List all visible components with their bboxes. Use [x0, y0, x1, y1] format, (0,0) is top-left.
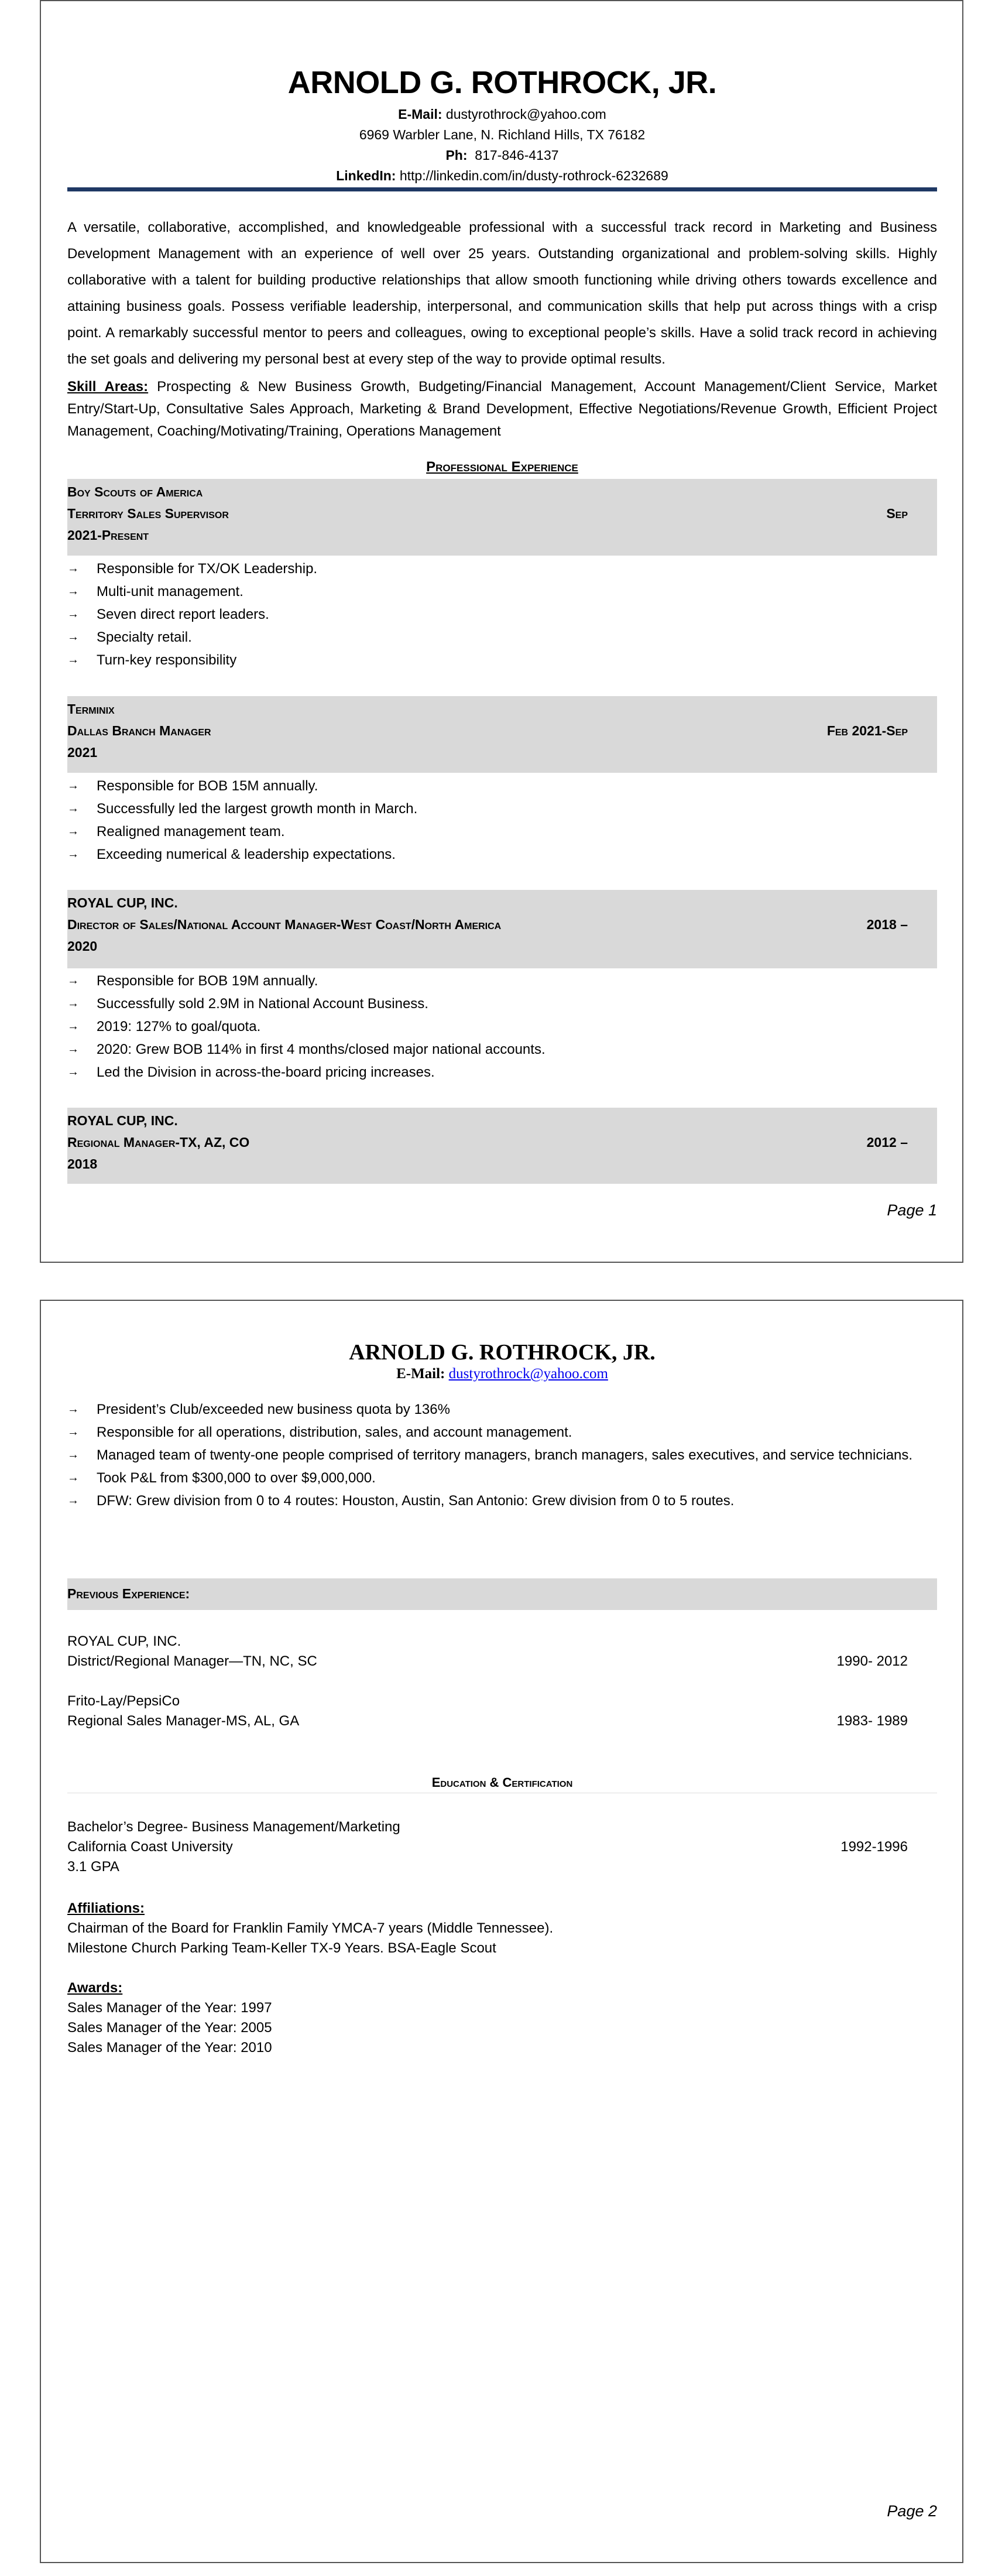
- arrow-bullet-icon: →: [67, 1066, 79, 1078]
- professional-experience-heading: Professional Experience: [426, 459, 578, 475]
- job-date: 2018 –: [866, 917, 908, 932]
- candidate-name: ARNOLD G. ROTHROCK, JR.: [349, 1340, 656, 1365]
- arrow-bullet-icon: →: [67, 1471, 79, 1484]
- job-title: Territory Sales Supervisor: [67, 506, 229, 521]
- arrow-bullet-icon: →: [67, 608, 79, 621]
- bullet-text: Specialty retail.: [97, 629, 192, 645]
- previous-experience-header: [67, 1578, 937, 1610]
- list-item: [67, 992, 937, 1015]
- award-item: Sales Manager of the Year: 2005: [67, 2020, 272, 2036]
- previous-title: District/Regional Manager—TN, NC, SC: [67, 1653, 317, 1669]
- skills-text: Prospecting & New Business Growth, Budgeting/Financial Management, Account Management/Client Service, Market Entry/Start-Up, Consultative Sales Approach, Marketing & Brand Development, Effective Negotiations/Revenue Growth, Efficient Project Management, Coaching/Motivating/Training, Operations Management: [67, 379, 937, 439]
- header-divider: [67, 187, 937, 191]
- bullet-text: Exceeding numerical & leadership expectations.: [97, 847, 396, 862]
- bullet-text: Multi-unit management.: [97, 584, 243, 600]
- previous-title-row: [67, 1652, 937, 1671]
- bullet-text: Responsible for BOB 19M annually.: [97, 973, 318, 989]
- arrow-bullet-icon: →: [67, 585, 79, 598]
- section-heading-wrap: [67, 459, 937, 475]
- school: California Coast University: [67, 1839, 233, 1855]
- job-date-continued: 2018: [67, 1156, 98, 1171]
- page-number: Page 2: [887, 2502, 937, 2520]
- job-company: ROYAL CUP, INC.: [67, 1113, 178, 1128]
- job-date-continued: 2021-Present: [67, 527, 149, 543]
- list-item: [67, 626, 937, 649]
- arrow-bullet-icon: →: [67, 562, 79, 575]
- arrow-bullet-icon: →: [67, 631, 79, 643]
- arrow-bullet-icon: →: [67, 1448, 79, 1461]
- job-header: [67, 696, 937, 773]
- job-bullets: [67, 775, 937, 866]
- list-item: [67, 970, 937, 992]
- job-header: [67, 890, 937, 968]
- awards-heading: Awards:: [67, 1980, 123, 1996]
- previous-title-row: [67, 1711, 937, 1731]
- job-date: 2012 –: [866, 1135, 908, 1150]
- phone-value: 817-846-4137: [475, 148, 559, 163]
- phone-line: [67, 145, 937, 166]
- resume-page-1: [40, 0, 963, 1263]
- previous-date: 1983- 1989: [836, 1713, 908, 1729]
- address-line: 6969 Warbler Lane, N. Richland Hills, TX 76182: [359, 127, 646, 142]
- email-label: E-Mail:: [396, 1366, 445, 1382]
- list-item: [67, 820, 937, 843]
- job-title-row: [67, 1132, 937, 1153]
- bullet-text: Realigned management team.: [97, 824, 285, 840]
- list-item: [67, 1061, 937, 1084]
- arrow-bullet-icon: →: [67, 653, 79, 666]
- page-number: Page 1: [887, 1201, 937, 1219]
- affiliation-item: Milestone Church Parking Team-Keller TX-9 Years. BSA-Eagle Scout: [67, 1940, 496, 1956]
- job-bullets: [67, 970, 937, 1084]
- bullet-text: Led the Division in across-the-board pricing increases.: [97, 1064, 435, 1080]
- linkedin-value[interactable]: http://linkedin.com/in/dusty-rothrock-6232689: [399, 168, 668, 183]
- bullet-text: DFW: Grew division from 0 to 4 routes: Houston, Austin, San Antonio: Grew division from 0 to 5 routes.: [97, 1493, 735, 1509]
- previous-jobs: [67, 1632, 937, 1731]
- arrow-bullet-icon: →: [67, 848, 79, 861]
- awards-block: [67, 1978, 937, 2058]
- affiliations-heading: Affiliations:: [67, 1900, 145, 1916]
- list-item: [67, 1444, 937, 1467]
- linkedin-line: [67, 166, 937, 186]
- bullet-text: Responsible for BOB 15M annually.: [97, 778, 318, 794]
- bullet-text: Successfully sold 2.9M in National Account Business.: [97, 996, 428, 1012]
- job-company: Boy Scouts of America: [67, 484, 203, 499]
- job-company: Terminix: [67, 701, 115, 717]
- education-heading: Education & Certification: [431, 1775, 573, 1790]
- resume-page-2: [40, 1300, 963, 2563]
- email-label: E-Mail:: [398, 107, 442, 122]
- previous-experience-heading: Previous Experience:: [67, 1586, 190, 1601]
- list-item: [67, 580, 937, 603]
- skills-label: Skill Areas:: [67, 379, 149, 395]
- list-item: [67, 1398, 937, 1421]
- job-date: Sep: [886, 506, 908, 521]
- list-item: [67, 797, 937, 820]
- previous-title: Regional Sales Manager-MS, AL, GA: [67, 1713, 300, 1729]
- arrow-bullet-icon: →: [67, 825, 79, 838]
- summary-paragraph: A versatile, collaborative, accomplished, and knowledgeable professional with a successful track record in Marketing and Business Development Management with an experience of well over 25 years. Outstanding organizational and problem-solving skills. Highly collaborative with a talent for building productive relationships that allow smooth functioning while driving others towards excellence and attaining business goals. Possess verifiable leadership, interpersonal, and communication skills that help put across things with a crisp point. A remarkably successful mentor to peers and colleagues, owing to exceptional people’s skills. Have a solid track record in achieving the set goals and delivering my personal best at every step of the way to provide optimal results.: [67, 220, 937, 367]
- bullet-text: President’s Club/exceeded new business quota by 136%: [97, 1402, 450, 1417]
- list-item: [67, 603, 937, 626]
- previous-company: ROYAL CUP, INC.: [67, 1633, 181, 1649]
- award-item: Sales Manager of the Year: 2010: [67, 2040, 272, 2056]
- degree: Bachelor’s Degree- Business Management/Marketing: [67, 1819, 400, 1835]
- bullet-text: Responsible for TX/OK Leadership.: [97, 561, 318, 577]
- list-item: [67, 1015, 937, 1038]
- job-title: Director of Sales/National Account Manager-West Coast/North America: [67, 917, 502, 932]
- bullet-text: Seven direct report leaders.: [97, 607, 269, 622]
- bullet-text: Managed team of twenty-one people comprised of territory managers, branch managers, sales executives, and service technicians.: [97, 1447, 913, 1463]
- list-item: [67, 1489, 937, 1512]
- email-line: [67, 104, 937, 125]
- arrow-bullet-icon: →: [67, 1426, 79, 1438]
- list-item: [67, 1421, 937, 1444]
- skill-areas: [67, 376, 937, 443]
- job-title-row: [67, 720, 937, 742]
- list-item: [67, 775, 937, 797]
- job-title: Regional Manager-TX, AZ, CO: [67, 1135, 250, 1150]
- previous-date: 1990- 2012: [836, 1653, 908, 1669]
- job-title: Dallas Branch Manager: [67, 723, 211, 738]
- email-line: [67, 1366, 937, 1382]
- bullet-text: Responsible for all operations, distribution, sales, and account management.: [97, 1424, 572, 1440]
- achievement-bullets: [67, 1398, 937, 1512]
- arrow-bullet-icon: →: [67, 997, 79, 1010]
- job-title-row: [67, 503, 937, 525]
- affiliation-item: Chairman of the Board for Franklin Family YMCA-7 years (Middle Tennessee).: [67, 1920, 554, 1936]
- candidate-name: ARNOLD G. ROTHROCK, JR.: [287, 65, 717, 100]
- previous-company: Frito-Lay/PepsiCo: [67, 1693, 180, 1709]
- list-item: [67, 649, 937, 672]
- email-value[interactable]: dustyrothrock@yahoo.com: [445, 107, 606, 122]
- arrow-bullet-icon: →: [67, 1020, 79, 1033]
- arrow-bullet-icon: →: [67, 974, 79, 987]
- list-item: [67, 843, 937, 866]
- bullet-text: 2020: Grew BOB 114% in first 4 months/closed major national accounts.: [97, 1042, 545, 1057]
- bullet-text: 2019: 127% to goal/quota.: [97, 1019, 261, 1034]
- bullet-text: Turn-key responsibility: [97, 652, 237, 668]
- job-date-continued: 2020: [67, 938, 98, 954]
- contact-block: [67, 104, 937, 186]
- linkedin-label: LinkedIn:: [336, 168, 396, 183]
- phone-label: Ph:: [445, 148, 468, 163]
- education-date: 1992-1996: [840, 1839, 908, 1855]
- job-title-row: [67, 914, 937, 936]
- bullet-text: Took P&L from $300,000 to over $9,000,000.: [97, 1470, 376, 1486]
- email-link[interactable]: dustyrothrock@yahoo.com: [448, 1366, 608, 1382]
- job-company: ROYAL CUP, INC.: [67, 895, 178, 910]
- job-date: Feb 2021-Sep: [826, 723, 908, 738]
- arrow-bullet-icon: →: [67, 1043, 79, 1056]
- school-row: [67, 1837, 937, 1857]
- list-item: [67, 557, 937, 580]
- job-header: [67, 479, 937, 556]
- arrow-bullet-icon: →: [67, 779, 79, 792]
- list-item: [67, 1467, 937, 1489]
- job-header: [67, 1108, 937, 1184]
- arrow-bullet-icon: →: [67, 1403, 79, 1416]
- affiliations-block: [67, 1899, 937, 1958]
- arrow-bullet-icon: →: [67, 1494, 79, 1507]
- arrow-bullet-icon: →: [67, 802, 79, 815]
- job-date-continued: 2021: [67, 745, 98, 760]
- job-bullets: [67, 557, 937, 672]
- education-block: [67, 1817, 937, 1877]
- list-item: [67, 1038, 937, 1061]
- award-item: Sales Manager of the Year: 1997: [67, 2000, 272, 2016]
- bullet-text: Successfully led the largest growth month in March.: [97, 801, 418, 817]
- gpa: 3.1 GPA: [67, 1859, 119, 1875]
